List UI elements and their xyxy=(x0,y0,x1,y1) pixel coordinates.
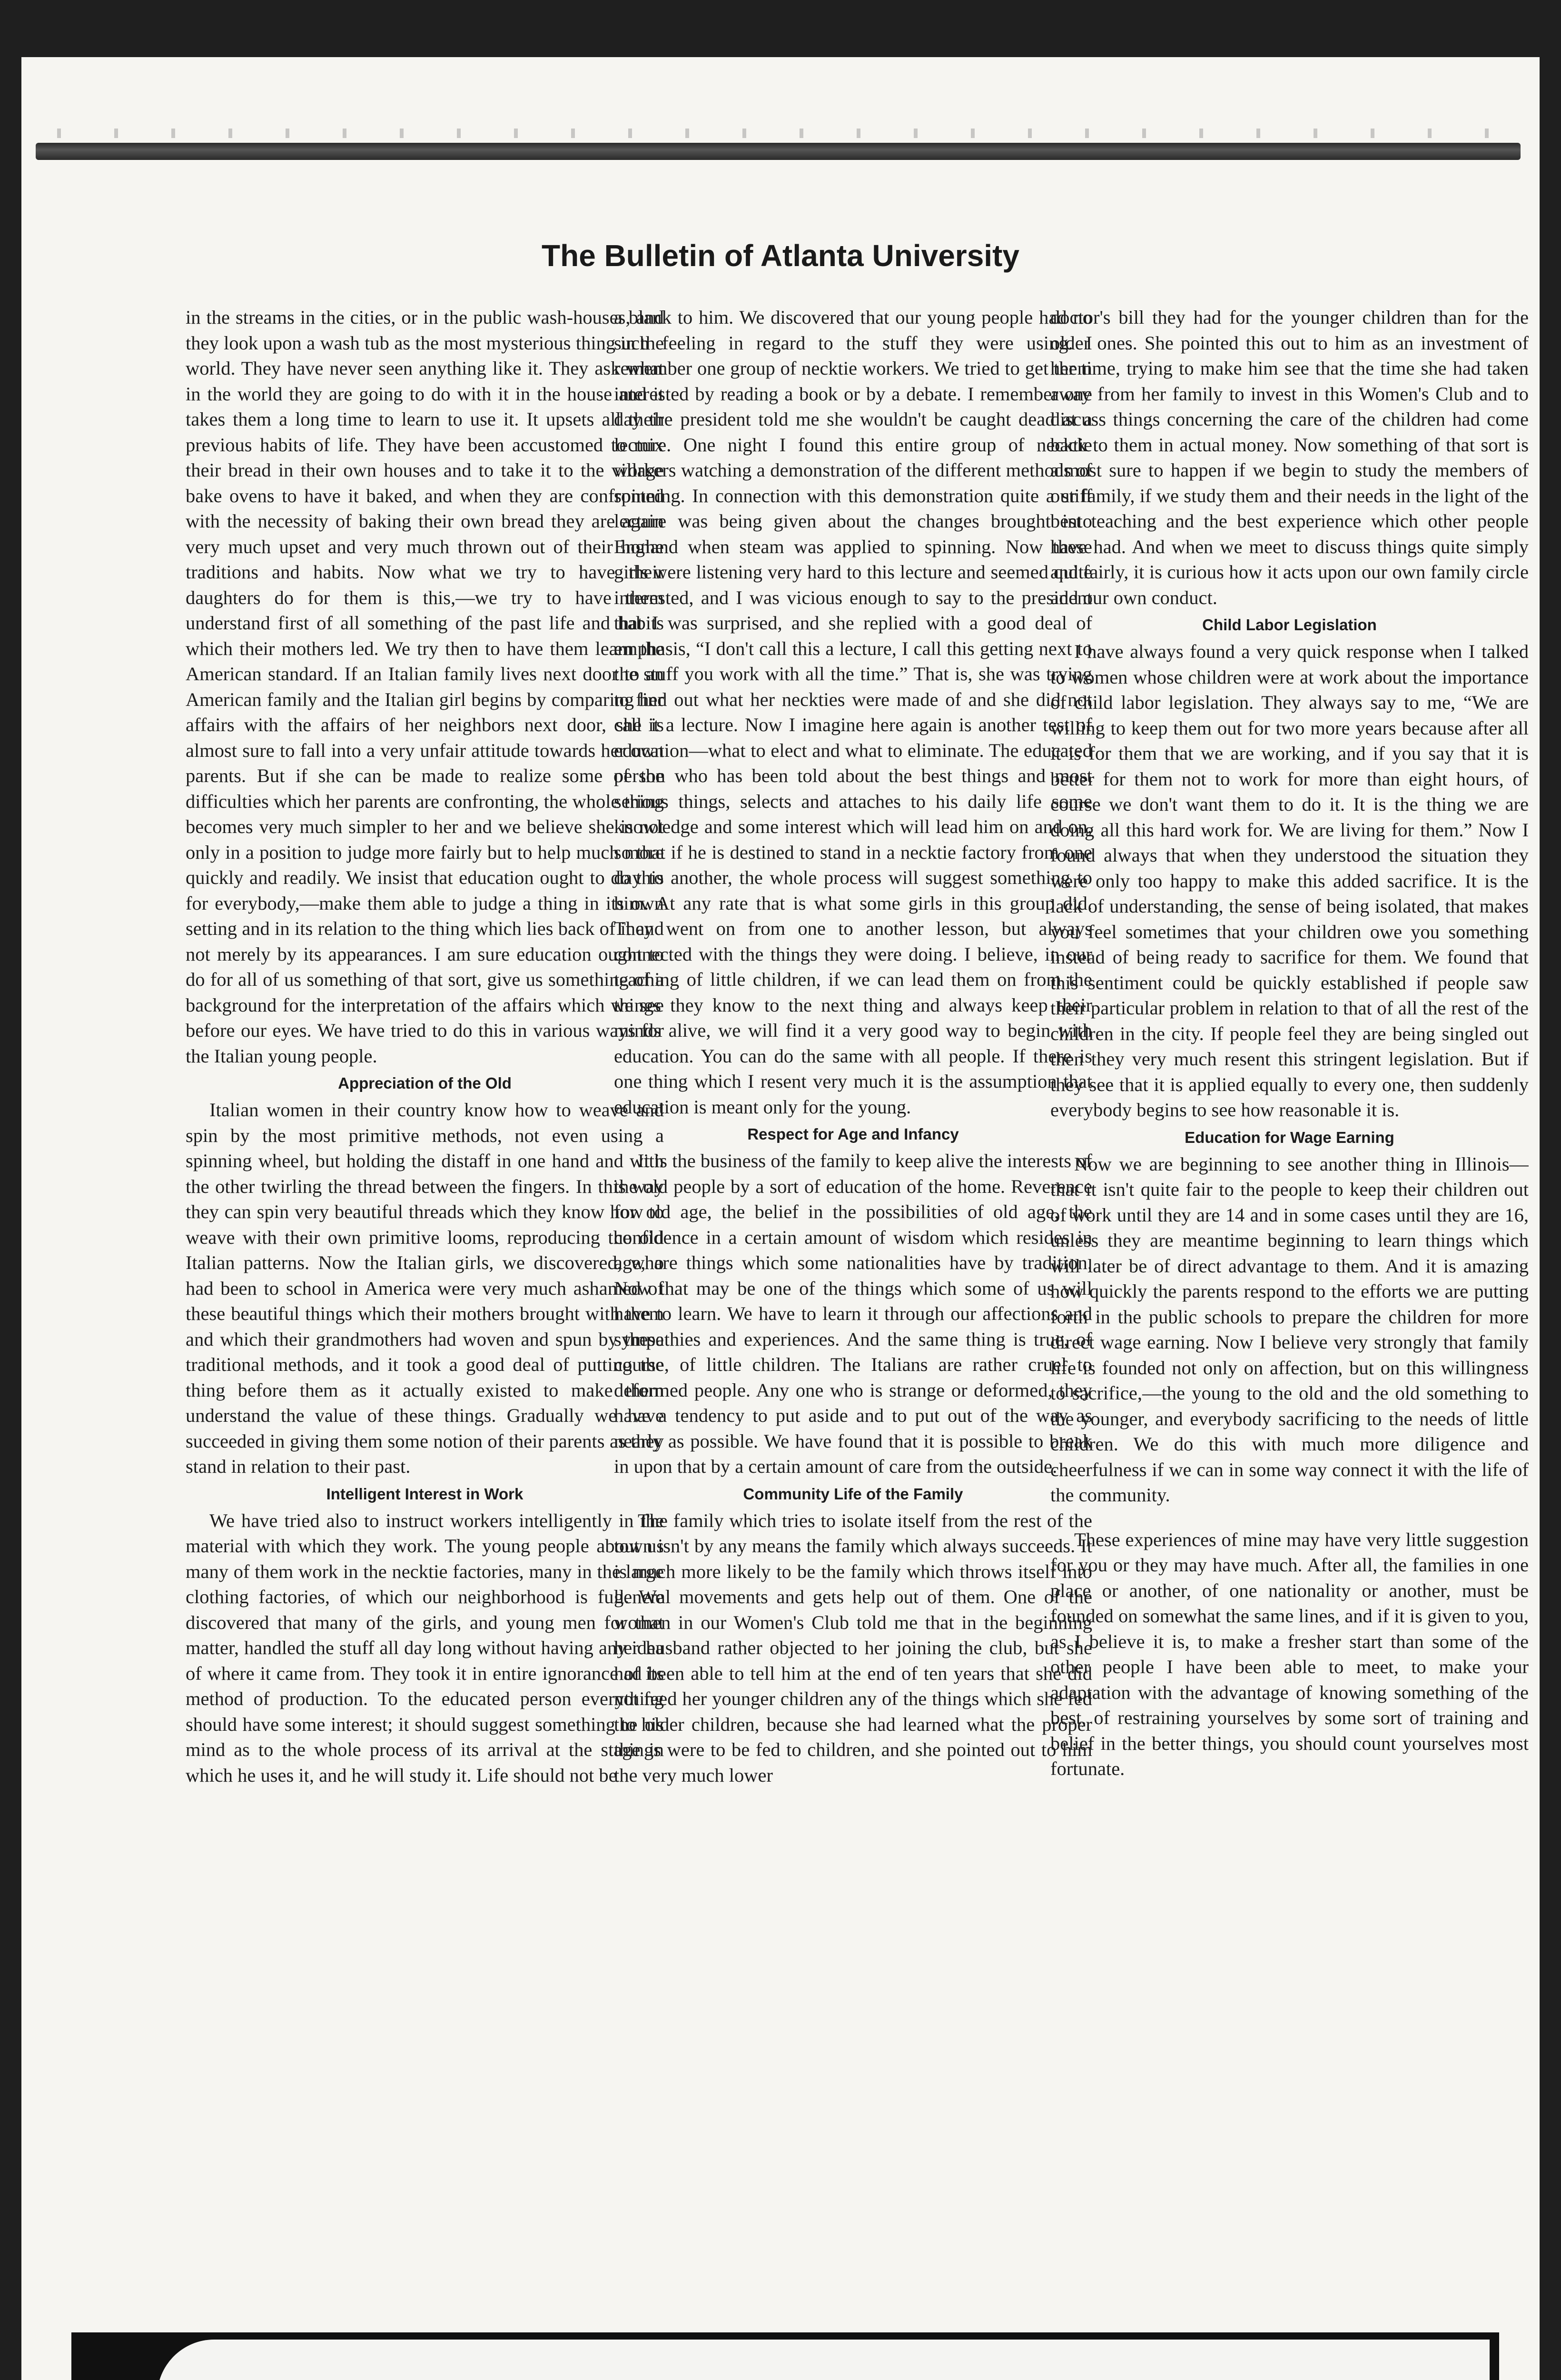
paragraph: Now we are beginning to see another thing in Illinois—that it isn't quite fair to the people to keep their children out of work until they are 14 and in some cases until they are 16, unless they are meantime beginning to learn things which will later be of direct advantage to them. And it is amazing how quickly the parents respond to the efforts we are putting forth in the public schools to prepare the children for more direct wage earning. Now I believe very strongly that family life is founded not only on affection, but on this willingness to sacrifice,—the young to the old and the old something to the younger, and everybody sacrificing to the needs of little children. We do this with much more diligence and cheerfulness if we can in some way connect it with the life of the community. xyxy=(1050,1153,1529,1506)
scan-top-strip xyxy=(36,143,1521,160)
scan-speckle xyxy=(38,129,1513,138)
section-heading: Community Life of the Family xyxy=(743,1485,963,1503)
paragraph: I have always found a very quick response when I talked to women whose children were at work about the importance of child labor legislation. They always say to me, “We are willing to keep them out for two more years because after all it is for them that we are working, and if you say that it is better for them not to work for more than eight hours, of course we don't want them to do it. It is the thing we are doing all this hard work for. We are living for them.” Now I found always that when they understood the situation they were only too happy to make this added sacrifice. It is the lack of understanding, the sense of being isolated, that makes you feel sometimes that your children owe you something instead of being ready to sacrifice for them. We found that this sentiment could be quickly established if people saw their particular problem in relation to that of all the rest of the children in the city. If people feel they are being singled out then they very much resent this stringent legislation. But if they see that it is applied equally to every one, then suddenly everybody begins to see how reasonable it is. xyxy=(1050,641,1529,1121)
scan-bottom-paper xyxy=(157,2340,1490,2380)
section-heading: Education for Wage Earning xyxy=(1185,1128,1394,1146)
paragraph: We have tried also to instruct workers intelligently in the material with which they work. The young people about us many of them work in the necktie factories, many in the large clothing factories, of which our neighborhood is full. We discovered that many of the girls, and young men for that matter, handled the stuff all day long without having any idea of where it came from. They took it in entire ignorance of its method of production. To the educated person everything should have some interest; it should suggest something to his mind as to the whole process of its arrival at the stage in which he uses it, and he will study it. Life should not be xyxy=(186,1509,664,1786)
paragraph: These experiences of mine may have very little suggestion for you or they may have much. After all, the families in one place or another, of one nationality or another, must be founded on somewhat the same lines, and if it is given to you, as I believe it is, to make a fresher start than some of the other people I have been able to meet, to make your adaptation with the advantage of knowing something of the best, of restraining yourselves by some sort of training and belief in the better things, you should count yourselves most fortunate. xyxy=(1050,1528,1529,1779)
section-heading: Child Labor Legislation xyxy=(1202,616,1377,634)
paragraph: It is the business of the family to keep alive the interests of the old people by a sort of education of the home. Reverence for old age, the belief in the possibilities of old age, the confidence in a certain amount of wisdom which resides in age, are things which some nationalities have by tradition. Now that may be one of the things which some of us will have to learn. We have to learn it through our affections and sympathies and experiences. And the same thing is true, of course, of little children. The Italians are rather cruel to deformed people. Any one who is strange or deformed, they have a tendency to put aside and to put out of the way as nearly as possible. We have found that it is possible to break in upon that by a certain amount of care from the outside. xyxy=(614,1150,1092,1477)
paragraph-gap xyxy=(1050,1508,1529,1527)
section-heading: Intelligent Interest in Work xyxy=(326,1485,524,1503)
page-title: The Bulletin of Atlanta University xyxy=(542,238,1019,273)
section-heading: Respect for Age and Infancy xyxy=(747,1125,959,1143)
column-1 xyxy=(186,305,664,2185)
column-3 xyxy=(1050,305,1529,2185)
paragraph: Italian women in their country know how to weave and spin by the most primitive methods, not even using a spinning wheel, but holding the distaff in one hand and with the other twirling the thread between the fingers. In this way they can spin very beautiful threads which they know how to weave with their own primitive looms, reproducing the old Italian patterns. Now the Italian girls, we discovered, who had been to school in America were very much ashamed of these beautiful things which their mothers brought with them and which their grandmothers had woven and spun by these traditional methods, and it took a good deal of putting the thing before them as it actually existed to make them understand the value of these things. Gradually we have succeeded in giving them some notion of their parents as they stand in relation to their past. xyxy=(186,1099,664,1477)
paragraph: in the streams in the cities, or in the public wash-houses, and they look upon a wash tub as the most mysterious thing in the world. They have never seen anything like it. They ask what in the world they are going to do with it in the house and it takes them a long time to learn to use it. It upsets all their previous habits of life. They have been accustomed to mix their bread in their own houses and to take it to the village bake ovens to have it baked, and when they are confronted with the necessity of baking their own bread they are again very much upset and very much thrown out of their home traditions and habits. Now what we try to have their daughters do for them is this,—we try to have them understand first of all something of the past life and habits which their mothers led. We try then to have them learn the American standard. If an Italian family lives next door to an American family and the Italian girl begins by comparing her affairs with the affairs of her neighbors next door, she is almost sure to fall into a very unfair attitude towards her own parents. But if she can be made to realize some of the difficulties which her parents are confronting, the whole thing becomes very much simpler to her and we believe she is not only in a position to judge more fairly but to help much more quickly and readily. We insist that education ought to do this for everybody,—make them able to judge a thing in its own setting and in its relation to the thing which lies back of it and not merely by its appearances. I am sure education ought to do for all of us something of that sort, give us something of a background for the interpretation of the affairs which we see before our eyes. We have tried to do this in various ways for the Italian young people. xyxy=(186,307,664,1067)
paragraph: doctor's bill they had for the younger children than for the older ones. She pointed this out to him as an investment of her time, trying to make him see that the time she had taken away from her family to invest in this Women's Club and to discuss things concerning the care of the children had come back to them in actual money. Now something of that sort is almost sure to happen if we begin to study the members of our family, if we study them and their needs in the light of the best teaching and the best experience which other people have had. And when we meet to discuss things quite simply and fairly, it is curious how it acts upon our own family circle and our own conduct. xyxy=(1050,307,1529,608)
column-2 xyxy=(614,305,1092,2185)
section-heading: Appreciation of the Old xyxy=(338,1074,512,1092)
paragraph: a blank to him. We discovered that our young people had no such feeling in regard to the stuff they were using. I remember one group of necktie workers. We tried to get them interested by reading a book or by a debate. I remember one day the president told me she wouldn't be caught dead at a lecture. One night I found this entire group of necktie workers watching a demonstration of the different methods of spinning. In connection with this demonstration quite a stiff lecture was being given about the changes brought into England when steam was applied to spinning. Now these girls were listening very hard to this lecture and seemed quite interested, and I was vicious enough to say to the president that I was surprised, and she replied with a good deal of emphasis, “I don't call this a lecture, I call this getting next to the stuff you work with all the time.” That is, she was trying to find out what her neckties were made of and she did not call it a lecture. Now I imagine here again is another test of education—what to elect and what to eliminate. The educated person who has been told about the best things and most serious things, selects and attaches to his daily life some knowledge and some interest which will lead him on and on, so that if he is destined to stand in a necktie factory from one day to another, the whole process will suggest something to him. At any rate that is what some girls in this group did. They went on from one to another lesson, but always connected with the things they were doing. I believe, in our teaching of little children, if we can lead them on from the things they know to the next thing and always keep their minds alive, we will find it a very good way to begin with education. You can do the same with all people. If there is one thing which I resent very much it is the assumption that education is meant only for the young. xyxy=(614,307,1092,1118)
paragraph: The family which tries to isolate itself from the rest of the town isn't by any means the family which always succeeds. It is much more likely to be the family which throws itself into general movements and gets help out of them. One of the women in our Women's Club told me that in the beginning her husband rather objected to her joining the club, but she had been able to tell him at the end of ten years that she did not feed her younger children any of the things which she fed the older children, because she had learned what the proper things were to be fed to children, and she pointed out to him the very much lower xyxy=(614,1509,1092,1786)
